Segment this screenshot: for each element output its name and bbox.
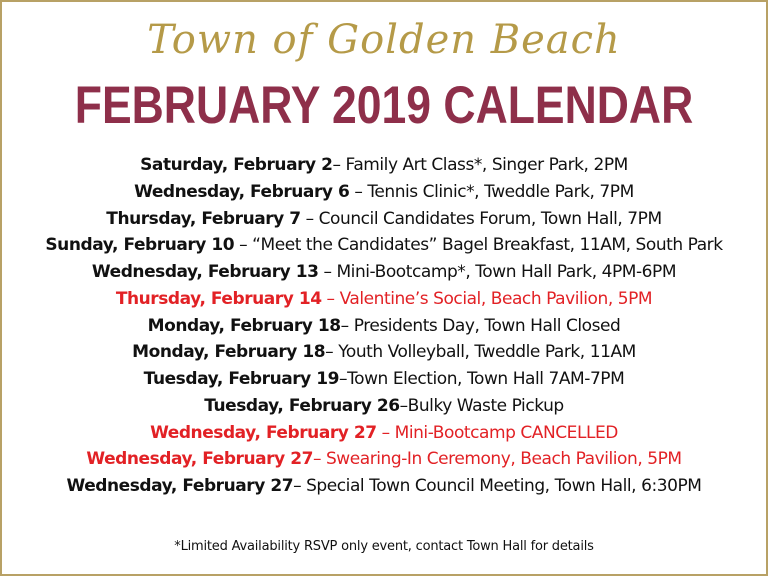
event-date: Wednesday, February 13 [91,262,319,282]
event-date: Wednesday, February 27 [86,449,313,470]
event-item [2,259,766,286]
event-separator: – [349,181,368,202]
event-text: Council Candidates Forum, Town Hall, 7PM [318,208,662,229]
event-item [2,152,766,179]
event-date: Tuesday, February 19 [143,369,340,389]
event-text: Bulky Waste Pickup [407,395,564,416]
event-item [2,206,766,233]
event-date: Monday, February 18 [132,342,326,363]
event-separator: – [234,235,253,256]
event-text: Town Election, Town Hall 7AM-7PM [347,369,625,389]
event-item [2,393,766,420]
event-date: Tuesday, February 26 [204,395,400,416]
event-text: “Meet the Candidates” Bagel Breakfast, 11AM, South Park [252,235,723,256]
town-name: Town of Golden Beach [147,17,621,63]
event-text: Special Town Council Meeting, Town Hall, 6:30PM [306,476,702,496]
event-list [2,152,766,500]
event-text: Swearing-In Ceremony, Beach Pavilion, 5PM [325,449,682,470]
event-separator: – [300,208,319,229]
event-date: Saturday, February 2 [140,155,333,175]
calendar-title: FEBRUARY 2019 CALENDAR [74,76,694,135]
event-separator: – [376,422,395,443]
event-text: Family Art Class*, Singer Park, 2PM [345,155,628,175]
event-separator: – [321,288,340,309]
event-text: Mini-Bootcamp*, Town Hall Park, 4PM-6PM [336,262,677,282]
event-separator: – [399,395,408,416]
event-separator: – [325,342,339,363]
event-text: Youth Volleyball, Tweddle Park, 11AM [338,342,636,363]
event-item [2,446,766,473]
event-item [2,179,766,206]
event-date: Thursday, February 7 [106,208,301,229]
event-item [2,366,766,393]
event-text: Presidents Day, Town Hall Closed [353,315,621,336]
footnote: *Limited Availability RSVP only event, contact Town Hall for details [174,539,594,554]
event-date: Monday, February 18 [147,315,341,336]
event-separator: – [293,476,307,496]
event-text: Mini-Bootcamp CANCELLED [394,422,618,443]
event-date: Thursday, February 14 [115,288,322,309]
event-date: Wednesday, February 27 [66,476,294,496]
event-item [2,420,766,447]
event-item [2,286,766,313]
event-date: Sunday, February 10 [45,235,235,256]
event-separator: – [312,449,326,470]
event-item [2,232,766,259]
event-date: Wednesday, February 27 [150,422,377,443]
event-separator: – [339,369,348,389]
event-item [2,339,766,366]
event-item [2,313,766,340]
event-text: Tennis Clinic*, Tweddle Park, 7PM [367,181,634,202]
event-text: Valentine’s Social, Beach Pavilion, 5PM [339,288,653,309]
event-item [2,473,766,500]
event-date: Wednesday, February 6 [134,181,350,202]
event-separator: – [332,155,346,175]
event-separator: – [318,262,337,282]
event-separator: – [340,315,354,336]
